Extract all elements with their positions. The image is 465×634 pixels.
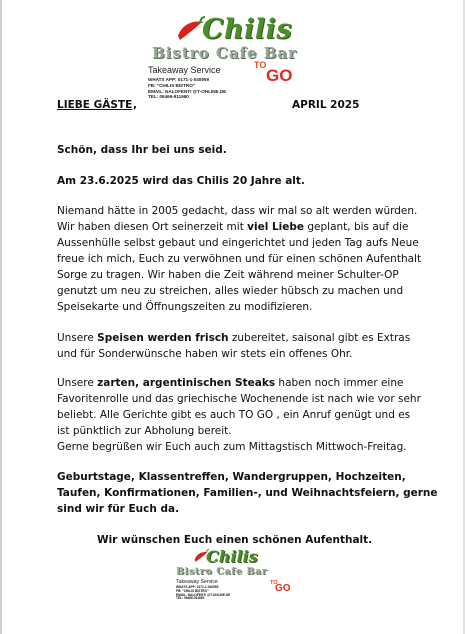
service-label: Takeaway Service: [148, 65, 221, 75]
letter-date: APRIL 2025: [292, 99, 360, 111]
paragraph-steaks-line: beliebt. Alle Gerichte gibt es auch TO GO , ein Anruf genügt und es: [57, 409, 411, 421]
text-run: geplant, bis auf die: [304, 221, 409, 233]
paragraph-history-line: [57, 219, 417, 235]
paragraph-welcome: Schön, dass Ihr bei uns seid.: [57, 144, 227, 156]
text-run: Unsere: [57, 332, 98, 344]
text-run: zubereitet, saisonal gibt es Extras: [228, 332, 411, 344]
emphasis-text: viel Liebe: [247, 221, 305, 233]
brand-name: Chilis: [202, 14, 293, 45]
go-label: GO: [275, 583, 291, 594]
paragraph-events-line: Geburtstage, Klassentreffen, Wandergruppen, Hochzeiten,: [57, 471, 406, 483]
to-label: TO: [270, 580, 278, 586]
text-run: Wir haben diesen Ort seinerzeit mit: [57, 221, 248, 233]
paragraph-events-line: Taufen, Konfirmationen, Familien-, und Weihnachtsfeiern, gerne: [57, 487, 438, 499]
contact-line: EMAIL: NALOFENTI @T-ONLINE.DE: [176, 592, 231, 597]
letter-greeting: LIEBE GÄSTE: [57, 99, 133, 111]
text-run: haben noch immer eine: [275, 377, 404, 389]
paragraph-steaks-line: Favoritenrolle und das griechische Wochenende ist nach wie vor sehr: [57, 393, 421, 405]
emphasis-text: Speisen werden frisch: [97, 332, 229, 344]
page-border-left: [0, 0, 2, 634]
paragraph-history-line: genutzt um neu zu streichen, alles wieder hübsch zu machen und: [57, 285, 404, 297]
contact-line: WHATS APP: 0171-1-040959: [176, 585, 219, 589]
text-run: Unsere: [57, 377, 98, 389]
brand-subtitle: Bistro Cafe Bar: [152, 44, 298, 62]
contact-info: [148, 77, 226, 100]
paragraph-steaks-line: Gerne begrüßen wir Euch auch zum Mittagstisch Mittwoch-Freitag.: [57, 441, 407, 453]
paragraph-food-line: und für Sonderwünsche haben wir stets ein offenes Ohr.: [57, 348, 353, 360]
contact-line: FB: "CHILIS BISTRO": [176, 588, 209, 593]
contact-line: WHATS APP: 0171-1-040959: [148, 77, 210, 82]
contact-info: [176, 586, 230, 601]
paragraph-steaks-line: ist pünktlich zur Abholung bereit.: [57, 425, 232, 437]
contact-line: TEL: 06466-911660: [176, 596, 205, 601]
paragraph-steaks-line: [57, 375, 417, 391]
paragraph-events-line: sind wir für Euch da.: [57, 503, 180, 515]
service-label: Takeaway Service: [176, 579, 218, 585]
emphasis-text: zarten, argentinischen Steaks: [97, 377, 276, 389]
to-label: TO: [254, 60, 267, 70]
footer-logo: [176, 545, 300, 615]
contact-line: FB: "CHILIS BISTRO": [148, 82, 195, 88]
paragraph-history-line: Speisekarte und Öffnungszeiten zu modifizieren.: [57, 301, 313, 313]
paragraph-history-line: Aussenhülle selbst gebaut und eingerichtet und jeden Tag aufs Neue: [57, 237, 419, 249]
brand-subtitle: Bistro Cafe Bar: [176, 566, 268, 577]
paragraph-history-line: freue ich mich, Euch zu verwöhnen und für einen schönen Aufenthalt: [57, 253, 422, 265]
contact-line: TEL: 06466-911660: [148, 94, 189, 100]
paragraph-food-line: [57, 330, 417, 346]
brand-name: Chilis: [206, 547, 258, 566]
to-go-badge: [248, 60, 308, 100]
paragraph-history-line: Niemand hätte in 2005 gedacht, dass wir mal so alt werden würden.: [57, 205, 418, 217]
paragraph-history-line: Sorge zu tragen. Wir haben die Zeit während meiner Schulter-OP: [57, 269, 399, 281]
go-label: GO: [266, 66, 293, 85]
greeting-comma: ,: [133, 99, 137, 111]
contact-line: EMAIL: NALOFENTI @T-ONLINE.DE: [148, 88, 227, 94]
closing-line: Wir wünschen Euch einen schönen Aufenthalt.: [97, 534, 373, 546]
paragraph-anniversary: Am 23.6.2025 wird das Chilis 20 Jahre alt.: [57, 175, 305, 187]
